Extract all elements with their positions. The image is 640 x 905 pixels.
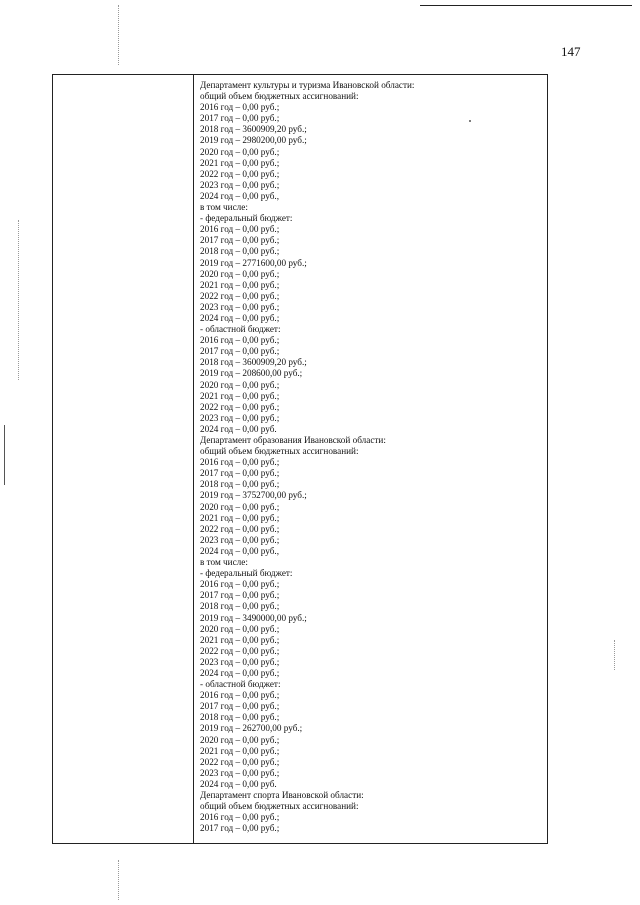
text-line: 2018 год – 0,00 руб.; [200, 601, 280, 612]
text-line: 2024 год – 0,00 руб. [200, 778, 277, 789]
scan-artifact [118, 860, 119, 900]
text-line: 2019 год – 3490000,00 руб.; [200, 612, 307, 623]
page-number: 147 [561, 44, 581, 59]
text-line: 2021 год – 0,00 руб.; [200, 279, 280, 290]
text-line: 2016 год – 0,00 руб.; [200, 812, 280, 823]
text-line: 2024 год – 0,00 руб., [200, 190, 279, 201]
scan-artifact [18, 220, 19, 380]
text-line: 2016 год – 0,00 руб.; [200, 579, 280, 590]
text-line: 2020 год – 0,00 руб.; [200, 268, 280, 279]
text-line: 2020 год – 0,00 руб.; [200, 146, 280, 157]
scan-speck [469, 120, 471, 122]
text-line: 2022 год – 0,00 руб.; [200, 523, 280, 534]
text-line: 2024 год – 0,00 руб.; [200, 667, 280, 678]
text-line: 2020 год – 0,00 руб.; [200, 501, 280, 512]
text-line: 2017 год – 0,00 руб.; [200, 346, 280, 357]
text-line: 2022 год – 0,00 руб.; [200, 756, 280, 767]
text-line: 2018 год – 0,00 руб.; [200, 246, 280, 257]
header-rule [420, 5, 632, 6]
text-line: 2020 год – 0,00 руб.; [200, 734, 280, 745]
text-line: Департамент образования Ивановской области: [200, 435, 386, 445]
text-line: 2018 год – 0,00 руб.; [200, 712, 280, 723]
text-line: 2023 год – 0,00 руб.; [200, 301, 280, 312]
text-line: 2018 год – 3600909,20 руб.; [200, 124, 307, 135]
text-line: 2022 год – 0,00 руб.; [200, 168, 280, 179]
text-line: 2021 год – 0,00 руб.; [200, 512, 280, 523]
text-line: 2016 год – 0,00 руб.; [200, 102, 280, 113]
text-line: 2020 год – 0,00 руб.; [200, 623, 280, 634]
text-line: 2017 год – 0,00 руб.; [200, 823, 280, 834]
text-line: общий объем бюджетных ассигнований: [200, 446, 359, 457]
text-line: 2023 год – 0,00 руб.; [200, 179, 280, 190]
text-line: 2019 год – 2980200,00 руб.; [200, 135, 307, 146]
text-line: 2019 год – 2771600,00 руб.; [200, 257, 307, 268]
text-line: 2021 год – 0,00 руб.; [200, 745, 280, 756]
text-line: Департамент спорта Ивановской области: [200, 790, 364, 800]
scan-artifact [118, 5, 119, 65]
text-line: 2018 год – 0,00 руб.; [200, 479, 280, 490]
text-line: - федеральный бюджет: [200, 568, 293, 579]
text-line: 2021 год – 0,00 руб.; [200, 634, 280, 645]
text-line: 2023 год – 0,00 руб.; [200, 767, 280, 778]
text-line: 2022 год – 0,00 руб.; [200, 645, 280, 656]
text-line: 2024 год – 0,00 руб. [200, 423, 277, 434]
text-line: 2021 год – 0,00 руб.; [200, 390, 280, 401]
budget-text-cell [200, 80, 540, 834]
text-line: 2019 год – 262700,00 руб.; [200, 723, 303, 734]
text-line: 2019 год – 208600,00 руб.; [200, 368, 303, 379]
text-line: 2020 год – 0,00 руб.; [200, 379, 280, 390]
text-line: в том числе: [200, 557, 248, 568]
text-line: 2017 год – 0,00 руб.; [200, 590, 280, 601]
text-line: 2018 год – 3600909,20 руб.; [200, 357, 307, 368]
text-line: 2016 год – 0,00 руб.; [200, 335, 280, 346]
text-line: 2017 год – 0,00 руб.; [200, 235, 280, 246]
text-line: 2017 год – 0,00 руб.; [200, 113, 280, 124]
text-line: - областной бюджет: [200, 324, 281, 335]
text-line: 2022 год – 0,00 руб.; [200, 290, 280, 301]
text-line: 2021 год – 0,00 руб.; [200, 157, 280, 168]
table-column-divider [193, 74, 194, 844]
text-line: в том числе: [200, 202, 248, 213]
text-line: 2016 год – 0,00 руб.; [200, 457, 280, 468]
text-line: 2017 год – 0,00 руб.; [200, 701, 280, 712]
text-line: 2019 год – 3752700,00 руб.; [200, 490, 307, 501]
text-line: общий объем бюджетных ассигнований: [200, 801, 359, 812]
text-line: 2023 год – 0,00 руб.; [200, 534, 280, 545]
text-line: 2023 год – 0,00 руб.; [200, 656, 280, 667]
text-line: - областной бюджет: [200, 679, 281, 690]
text-line: 2016 год – 0,00 руб.; [200, 690, 280, 701]
text-line: 2016 год – 0,00 руб.; [200, 224, 280, 235]
text-line: 2024 год – 0,00 руб.; [200, 312, 280, 323]
text-line: 2022 год – 0,00 руб.; [200, 401, 280, 412]
text-line: - федеральный бюджет: [200, 213, 293, 224]
text-line: 2023 год – 0,00 руб.; [200, 412, 280, 423]
text-line: 2017 год – 0,00 руб.; [200, 468, 280, 479]
text-line: Департамент культуры и туризма Ивановской области: [200, 80, 415, 90]
text-line: общий объем бюджетных ассигнований: [200, 91, 359, 102]
scan-artifact [614, 640, 615, 670]
text-line: 2024 год – 0,00 руб., [200, 545, 279, 556]
scan-artifact [4, 425, 5, 485]
